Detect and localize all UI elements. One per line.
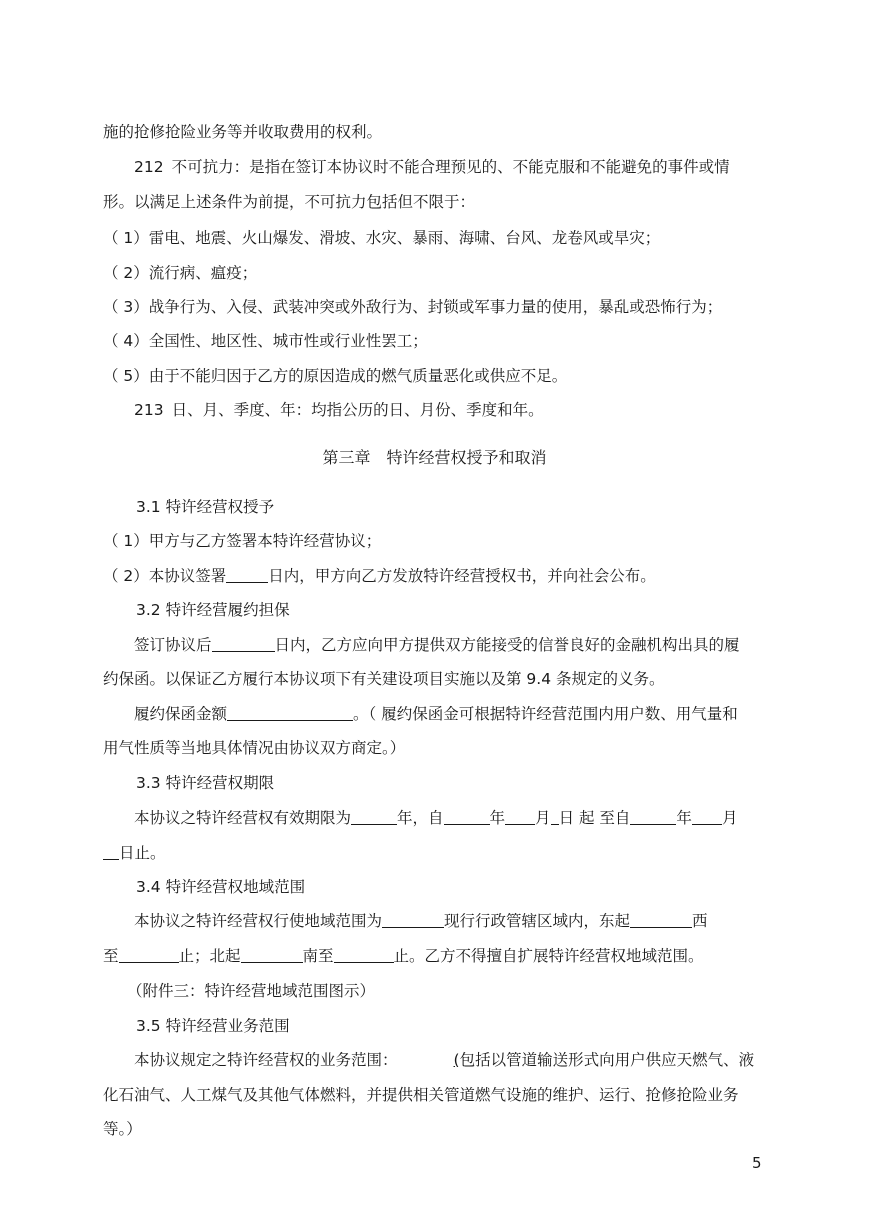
- paragraph-line: 签订协议后 日内，乙方应向甲方提供双方能接受的信誉良好的金融机构出具的履: [134, 636, 740, 654]
- blank-field: [334, 946, 394, 963]
- list-item: （ 4）全国性、地区性、城市性或行业性罢工；: [103, 332, 428, 350]
- chapter-title: 第三章 特许经营权授予和取消: [322, 448, 547, 467]
- paragraph-line: 日止。: [103, 843, 769, 863]
- list-item: （ 1）雷电、地震、火山爆发、滑坡、水灾、暴雨、海啸、台风、龙卷风或旱灾；: [103, 229, 661, 247]
- blank-field: [227, 704, 353, 721]
- blank-field: [505, 808, 535, 825]
- list-item: （ 3）战争行为、入侵、武装冲突或外敌行为、封锁或军事力量的使用，暴乱或恐怖行为；: [103, 298, 723, 316]
- paragraph-line: 本协议规定之特许经营权的业务范围： (包括以管道输送形式向用户供应天燃气、液: [134, 1051, 755, 1069]
- paragraph-line: 化石油气、人工煤气及其他气体燃料，并提供相关管道燃气设施的维护、运行、抢修抢险业务: [103, 1086, 739, 1104]
- list-item: （ 1）甲方与乙方签署本特许经营协议；: [103, 532, 382, 550]
- clause-2-1-2: 212 不可抗力：是指在签订本协议时不能合理预见的、不能克服和不能避免的事件或情: [134, 158, 730, 176]
- clause-number: 212: [134, 158, 164, 176]
- blank-field: [103, 843, 119, 860]
- section-title-3-5: 3.5 特许经营业务范围: [136, 1017, 290, 1035]
- list-item: （ 2）本协议签署 日内，甲方向乙方发放特许经营授权书，并向社会公布。: [103, 567, 656, 585]
- list-item: （ 5）由于不能归因于乙方的原因造成的燃气质量恶化或供应不足。: [103, 367, 568, 385]
- blank-field: [630, 911, 692, 928]
- paragraph-line: 用气性质等当地具体情况由协议双方商定。）: [103, 739, 406, 757]
- blank-field: [351, 808, 397, 825]
- blank-field: [226, 566, 268, 583]
- paragraph-line: 至 止；北起 南至 止。乙方不得擅自扩展特许经营权地域范围。: [103, 947, 704, 965]
- clause-number: 213: [134, 401, 164, 419]
- blank-field: [444, 808, 490, 825]
- paragraph-line: 等。）: [103, 1120, 142, 1138]
- blank-field: [212, 635, 275, 652]
- blank-field: [241, 946, 303, 963]
- paragraph-line: 形。以满足上述条件为前提，不可抗力包括但不限于：: [103, 193, 476, 211]
- blank-field: [551, 808, 559, 825]
- section-title-3-1: 3.1 特许经营权授予: [136, 498, 275, 516]
- section-title-3-4: 3.4 特许经营权地域范围: [136, 878, 306, 896]
- section-title-3-3: 3.3 特许经营权期限: [136, 774, 275, 792]
- blank-field: [382, 911, 444, 928]
- clause-2-1-3: 213 日、月、季度、年：均指公历的日、月份、季度和年。: [134, 401, 544, 419]
- blank-field: [630, 808, 676, 825]
- page-number: 5: [752, 1154, 762, 1172]
- paragraph-line: 本协议之特许经营权行使地域范围为 现行行政管辖区域内，东起 西: [134, 912, 708, 930]
- list-item: （ 2）流行病、瘟疫；: [103, 264, 258, 282]
- blank-field: [119, 946, 179, 963]
- blank-field: [692, 808, 722, 825]
- paragraph-line: 本协议之特许经营权有效期限为 年，自 年 月 日 起 至自 年 月: [134, 809, 738, 827]
- paragraph-line: 约保函。以保证乙方履行本协议项下有关建设项目实施以及第 9.4 条规定的义务。: [103, 670, 665, 688]
- attachment-note: （附件三：特许经营地域范围图示）: [127, 982, 376, 1000]
- section-title-3-2: 3.2 特许经营履约担保: [136, 601, 290, 619]
- paragraph-line: 施的抢修抢险业务等并收取费用的权利。: [103, 123, 383, 141]
- paragraph-line: 履约保函金额 。（ 履约保函金可根据特许经营范围内用户数、用气量和: [134, 705, 738, 723]
